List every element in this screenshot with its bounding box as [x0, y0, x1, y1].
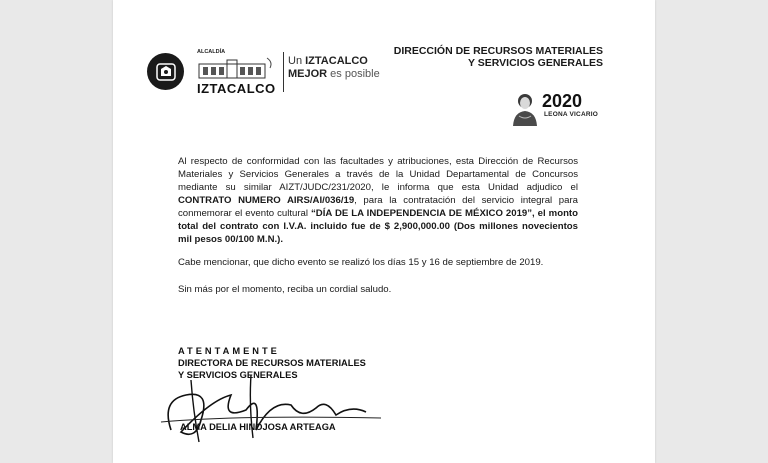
slogan-line-2 — [288, 68, 380, 80]
department-line-2: Y SERVICIOS GENERALES — [468, 57, 603, 69]
signer-name: ALMA DELIA HINOJOSA ARTEAGA — [180, 422, 336, 432]
signer-title-line-2: Y SERVICIOS GENERALES — [178, 370, 298, 380]
slogan-rest: es posible — [327, 68, 380, 80]
contract-number: CONTRATO NUMERO AIRS/AI/036/19 — [178, 195, 355, 206]
p1-text-c: , para la contratación del servicio integral para conmemorar el evento cultural — [178, 195, 578, 219]
alcaldia-logo — [197, 49, 277, 97]
logo-name: IZTACALCO — [197, 81, 276, 96]
handwritten-signature — [151, 360, 401, 450]
event-and-amount: “DÍA DE LA INDEPENDENCIA DE MÉXICO 2019”, el monto total del contrato con I.V.A. incluido fue de $ 2,900,000.00 (Dos millones novecientos mil pesos 00/100 M.N.). — [178, 208, 578, 245]
logo-divider — [283, 52, 284, 92]
department-line-1: DIRECCIÓN DE RECURSOS MATERIALES — [393, 45, 603, 57]
p1-text-a: Al respecto de conformidad con las facultades y atribuciones, esta Dirección de Recursos Materiales y Servicios Generales a través de la Unidad Departamental de Concursos mediante su similar AIZT/JUDC/231/2020, le informa que esta Unidad adjudico el — [178, 156, 578, 193]
body-paragraph-1 — [178, 155, 578, 246]
slogan-line-1 — [288, 55, 368, 67]
signer-title-line-1: DIRECTORA DE RECURSOS MATERIALES — [178, 358, 366, 368]
body-paragraph-3: Sin más por el momento, reciba un cordial saludo. — [178, 284, 392, 295]
leona-vicario-portrait-icon — [510, 92, 540, 126]
closing-word: ATENTAMENTE — [178, 346, 280, 356]
body-paragraph-2: Cabe mencionar, que dicho evento se realizó los días 15 y 16 de septiembre de 2019. — [178, 257, 544, 268]
department-heading — [394, 45, 603, 69]
document-page — [113, 0, 655, 463]
year-logo: 2020 — [542, 91, 583, 111]
slogan-bold-1: IZTACALCO — [305, 55, 368, 67]
coat-of-arms-icon — [147, 53, 184, 90]
slogan-bold-2: MEJOR — [288, 68, 328, 80]
year-logo-subtitle: LEONA VICARIO — [544, 111, 599, 118]
building-icon — [197, 56, 277, 80]
slogan-prefix: Un — [288, 55, 306, 67]
logo-small-text: ALCALDÍA — [197, 49, 226, 55]
